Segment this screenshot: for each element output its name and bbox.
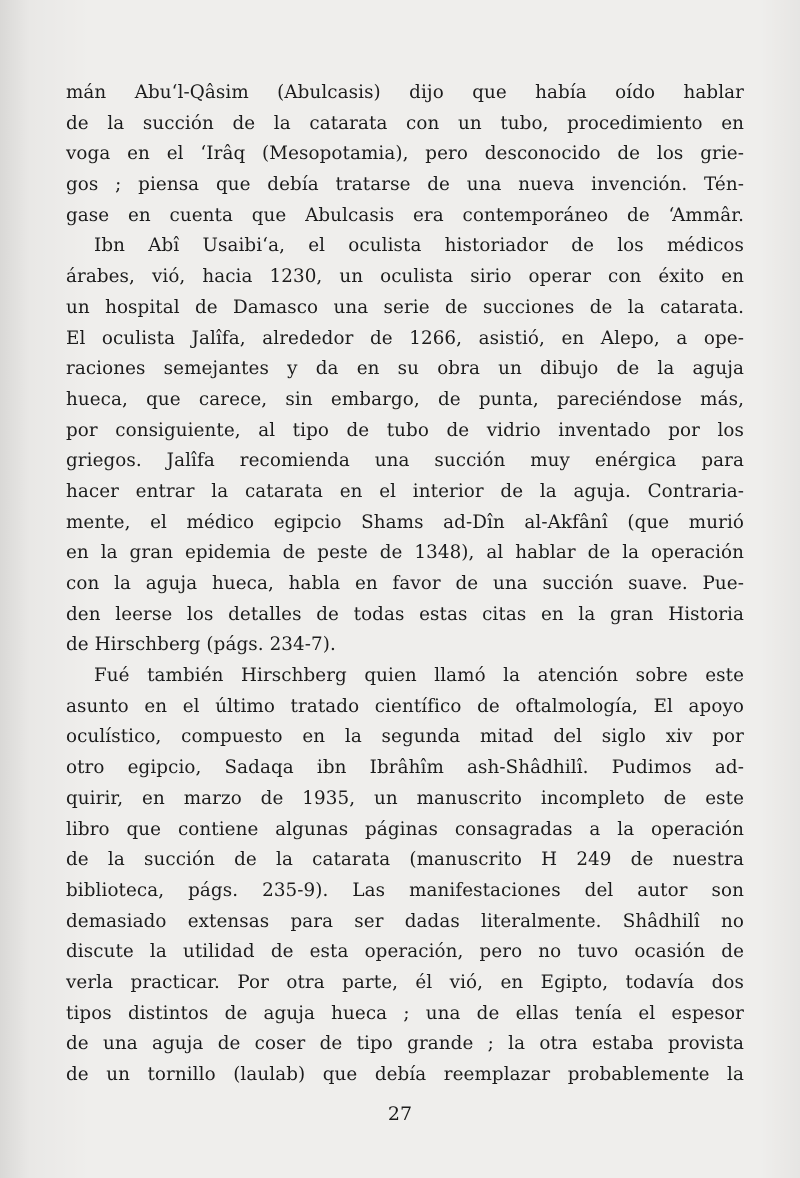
text-line-33: de un tornillo (laulab) que debía reemplazar probablemente la xyxy=(66,1064,744,1085)
text-line-30: verla practicar. Por otra parte, él vió, en Egipto, todavía dos xyxy=(66,971,744,993)
text-line-9: El oculista Jalîfa, alrededor de 1266, asistió, en Alepo, a ope- xyxy=(66,327,744,349)
text-line-11: hueca, que carece, sin embargo, de punta, pareciéndose más, xyxy=(66,388,744,410)
text-line-16: en la gran epidemia de peste de 1348), al hablar de la operación xyxy=(66,542,744,564)
text-line-8: un hospital de Damasco una serie de succiones de la catarata. xyxy=(66,296,744,318)
text-line-17: con la aguja hueca, habla en favor de una succión suave. Pue- xyxy=(66,573,744,594)
text-line-25: libro que contiene algunas páginas consagradas a la operación xyxy=(66,818,744,840)
text-line-15: mente, el médico egipcio Shams ad-Dîn al-Akfânî (que murió xyxy=(66,511,744,533)
text-line-13: griegos. Jalîfa recomienda una succión muy enérgica para xyxy=(66,450,744,472)
text-line-6: Ibn Abî Usaibi‘a, el oculista historiador de los médicos xyxy=(94,235,744,257)
text-line-23: otro egipcio, Sadaqa ibn Ibrâhîm ash-Shâdhilî. Pudimos ad- xyxy=(66,757,744,779)
text-line-14: hacer entrar la catarata en el interior de la aguja. Contraria- xyxy=(66,480,744,502)
text-line-26: de la succión de la catarata (manuscrito H 249 de nuestra xyxy=(66,849,744,871)
text-line-12: por consiguiente, al tipo de tubo de vidrio inventado por los xyxy=(66,419,744,441)
text-line-20: Fué también Hirschberg quien llamó la atención sobre este xyxy=(94,665,744,687)
text-line-19: de Hirschberg (págs. 234-7). xyxy=(66,634,336,656)
text-line-24: quirir, en marzo de 1935, un manuscrito incompleto de este xyxy=(66,787,744,809)
text-line-29: discute la utilidad de esta operación, pero no tuvo ocasión de xyxy=(66,941,744,963)
text-line-3: voga en el ‘Irâq (Mesopotamia), pero desconocido de los grie- xyxy=(66,143,744,165)
text-line-10: raciones semejantes y da en su obra un dibujo de la aguja xyxy=(66,358,744,380)
text-line-7: árabes, vió, hacia 1230, un oculista sirio operar con éxito en xyxy=(66,266,744,288)
text-line-18: den leerse los detalles de todas estas citas en la gran Historia xyxy=(66,603,744,625)
text-line-1: mán Abu‘l-Qâsim (Abulcasis) dijo que había oído hablar xyxy=(66,82,744,103)
text-line-21: asunto en el último tratado científico de oftalmología, El apoyo xyxy=(66,695,744,717)
page-number: 27 xyxy=(387,1103,413,1125)
text-line-28: demasiado extensas para ser dadas literalmente. Shâdhilî no xyxy=(66,910,744,932)
text-line-22: oculístico, compuesto en la segunda mitad del siglo xiv por xyxy=(66,726,744,748)
text-line-2: de la succión de la catarata con un tubo, procedimiento en xyxy=(66,112,744,134)
body-text xyxy=(66,78,744,1091)
text-line-5: gase en cuenta que Abulcasis era contemporáneo de ‘Ammâr. xyxy=(66,204,744,226)
text-line-4: gos ; piensa que debía tratarse de una nueva invención. Tén- xyxy=(66,174,744,196)
text-line-32: de una aguja de coser de tipo grande ; la otra estaba provista xyxy=(66,1033,744,1055)
text-line-27: biblioteca, págs. 235-9). Las manifestaciones del autor son xyxy=(66,879,744,901)
text-line-31: tipos distintos de aguja hueca ; una de ellas tenía el espesor xyxy=(66,1002,744,1024)
